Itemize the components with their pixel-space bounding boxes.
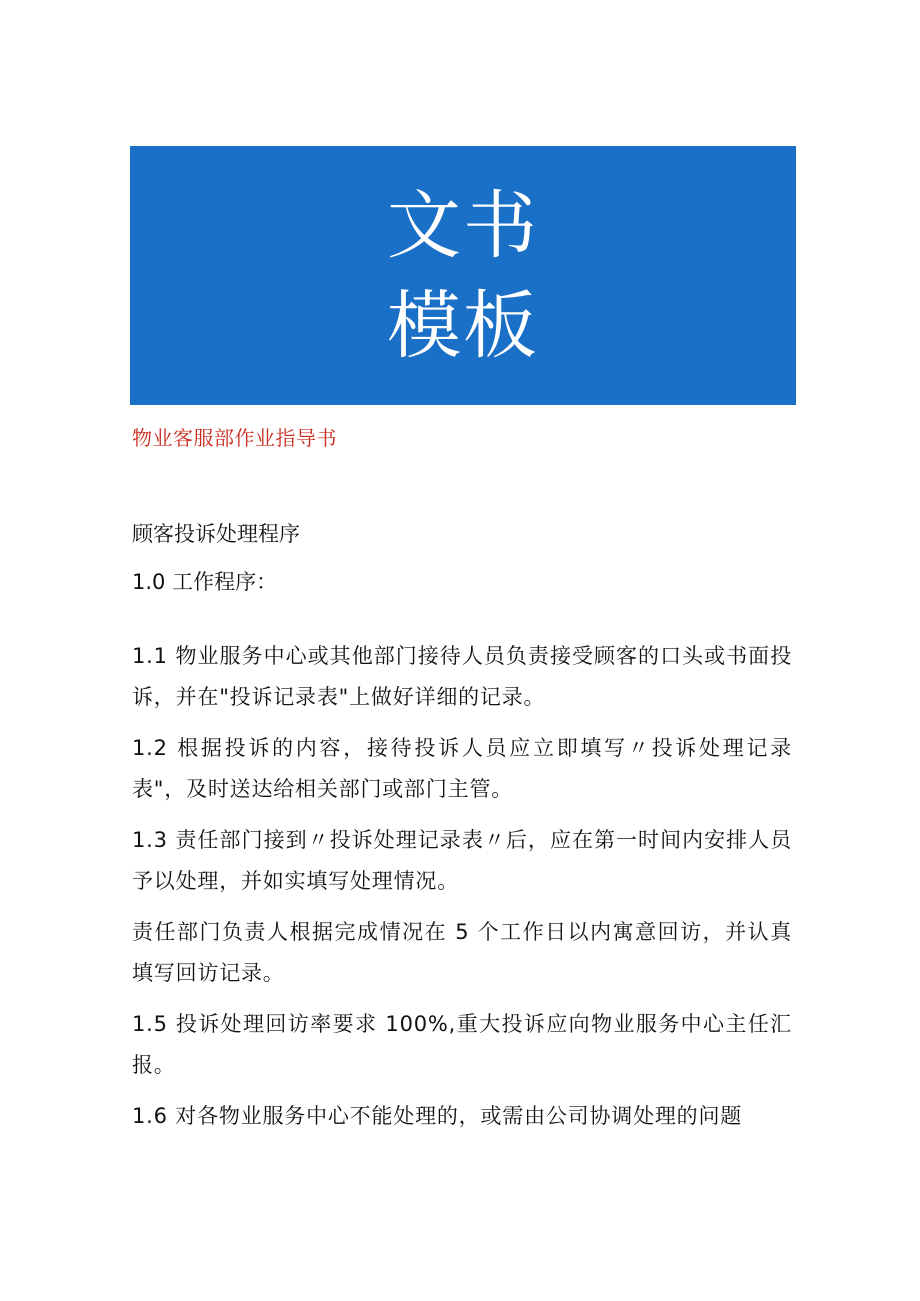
banner-title-line-2: 模板 — [387, 282, 539, 369]
document-subtitle: 物业客服部作业指导书 — [132, 426, 337, 450]
document-body — [132, 516, 792, 1147]
procedure-item-1-4: 责任部门负责人根据完成情况在 5 个工作日以内寓意回访，并认真填写回访记录。 — [132, 920, 792, 985]
procedure-item-1-1: 1.1 物业服务中心或其他部门接待人员负责接受顾客的口头或书面投诉，并在"投诉记录表"上做好详细的记录。 — [132, 644, 792, 709]
procedure-item-1-3: 1.3 责任部门接到〃投诉处理记录表〃后，应在第一时间内安排人员予以处理，并如实填写处理情况。 — [132, 828, 792, 893]
procedure-item-1-6: 1.6 对各物业服务中心不能处理的，或需由公司协调处理的问题 — [132, 1104, 743, 1128]
section-title: 顾客投诉处理程序 — [132, 522, 300, 546]
banner-title-line-1: 文书 — [387, 182, 539, 269]
procedure-heading: 1.0 工作程序： — [132, 570, 278, 594]
title-banner — [130, 146, 796, 405]
procedure-item-1-5: 1.5 投诉处理回访率要求 100%,重大投诉应向物业服务中心主任汇报。 — [132, 1012, 792, 1077]
procedure-item-1-2: 1.2 根据投诉的内容，接待投诉人员应立即填写〃投诉处理记录表"，及时送达给相关部门或部门主管。 — [132, 736, 792, 801]
